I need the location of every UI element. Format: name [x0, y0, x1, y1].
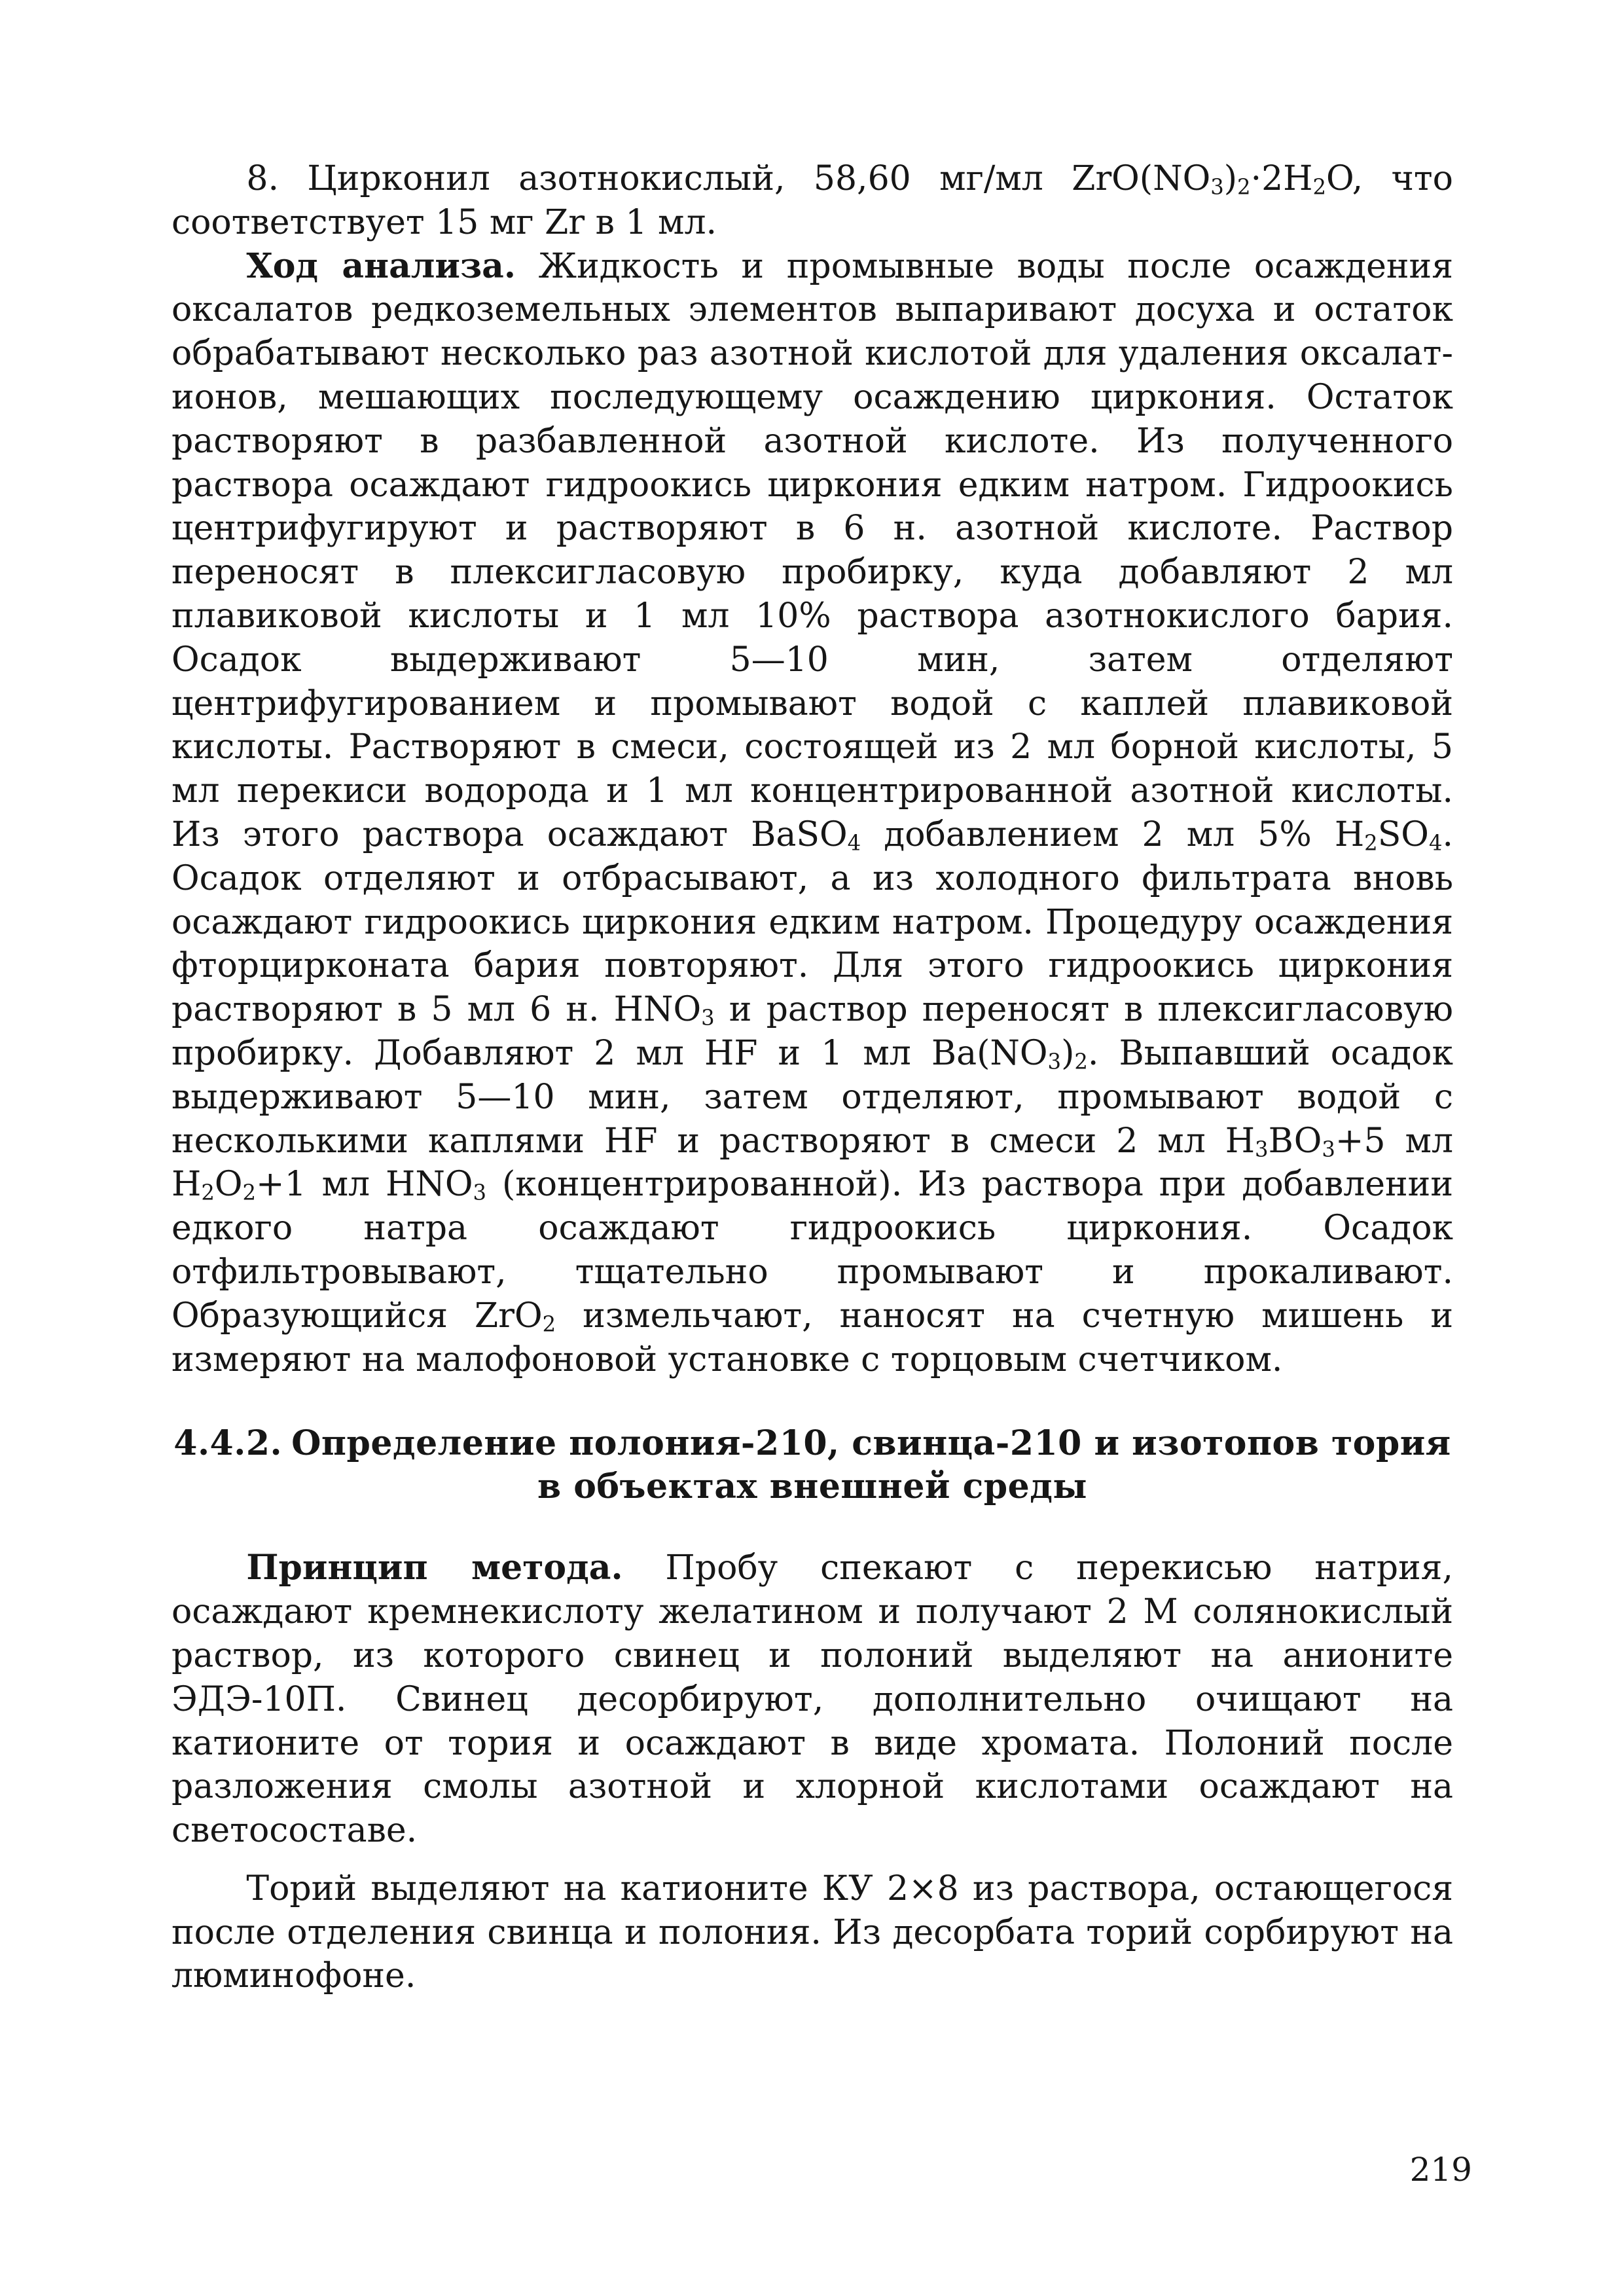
page-body — [171, 157, 1453, 1998]
principle-paragraph: Принцип метода. Пробу спекают с перекисью натрия, осаждают кремнекислоту желатином и получают 2 М солянокислый раствор, из которого свинец и полоний выделяют на анионите ЭДЭ-10П. Свинец десорбируют, дополнительно очищают на катионите от тория и осаждают в виде хромата. Полоний после разложения смолы азотной и хлорной кислотами осаждают на светосоставе. — [171, 1548, 1453, 1851]
section-number: 4.4.2. — [173, 1423, 283, 1464]
principle-heading: Принцип метода. — [246, 1548, 623, 1588]
page-number: 219 — [1409, 2151, 1472, 2189]
section-title: Определение полония-210, свинца-210 и изотопов тория в объектах внешней среды — [291, 1423, 1451, 1507]
reagent-item-8: 8. Цирконил азотнокислый, 58,60 мг/мл $ZrO(NO_3)_2\cdot 2H_2O$, что соответствует 15 мг Zr в 1 мл. — [171, 159, 1453, 242]
thorium-paragraph: Торий выделяют на катионите КУ 2×8 из раствора, остающегося после отделения свинца и полония. Из десорбата торий сорбируют на люминофоне. — [171, 1868, 1453, 1996]
analysis-procedure-paragraph: Ход анализа. Жидкость и промывные воды после осаждения оксалатов редкоземельных элементов выпаривают досуха и остаток обрабатывают несколько раз азотной кислотой для удаления оксалат-ионов, мешающих последующему осаждению циркония. Остаток растворяют в разбавленной азотной кислоте. Из полученного раствора осаждают гидроокись циркония едким натром. Гидроокись центрифугируют и растворяют в 6 н. азотной кислоте. Раствор переносят в плексигласовую пробирку, куда добавляют 2 мл плавиковой кислоты и 1 мл 10% раствора азотнокислого бария. Осадок выдерживают 5—10 мин, затем отделяют центрифугированием и промывают водой с каплей плавиковой кислоты. Растворяют в смеси, состоящей из 2 мл борной кислоты, 5 мл перекиси водорода и 1 мл концентрированной азотной кислоты. Из этого раствора осаждают BaSO$_4$ добавлением 2 мл 5% $H_2SO_4$. Осадок отделяют и отбрасывают, а из холодного фильтрата вновь осаждают гидроокись циркония едким натром. Процедуру осаждения фторцирконата бария повторяют. Для этого гидроокись циркония растворяют в 5 мл 6 н. $HNO_3$ и раствор переносят в плексигласовую пробирку. Добавляют 2 мл HF и 1 мл $Ba(NO_3)_2$. Выпавший осадок выдерживают 5—10 мин, затем отделяют, промывают водой с несколькими каплями HF и растворяют в смеси 2 мл $H_3BO_3+5$ мл $H_2O_2+1$ мл $HNO_3$ (концентрированной). Из раствора при добавлении едкого натра осаждают гидроокись циркония. Осадок отфильтровывают, тщательно промывают и прокаливают. Образующийся ZrO$_2$ измельчают, наносят на счетную мишень и измеряют на малофоновой установке с торцовым счетчиком. — [171, 246, 1453, 1379]
section-heading — [171, 1422, 1453, 1508]
analysis-heading: Ход анализа. — [246, 246, 516, 286]
